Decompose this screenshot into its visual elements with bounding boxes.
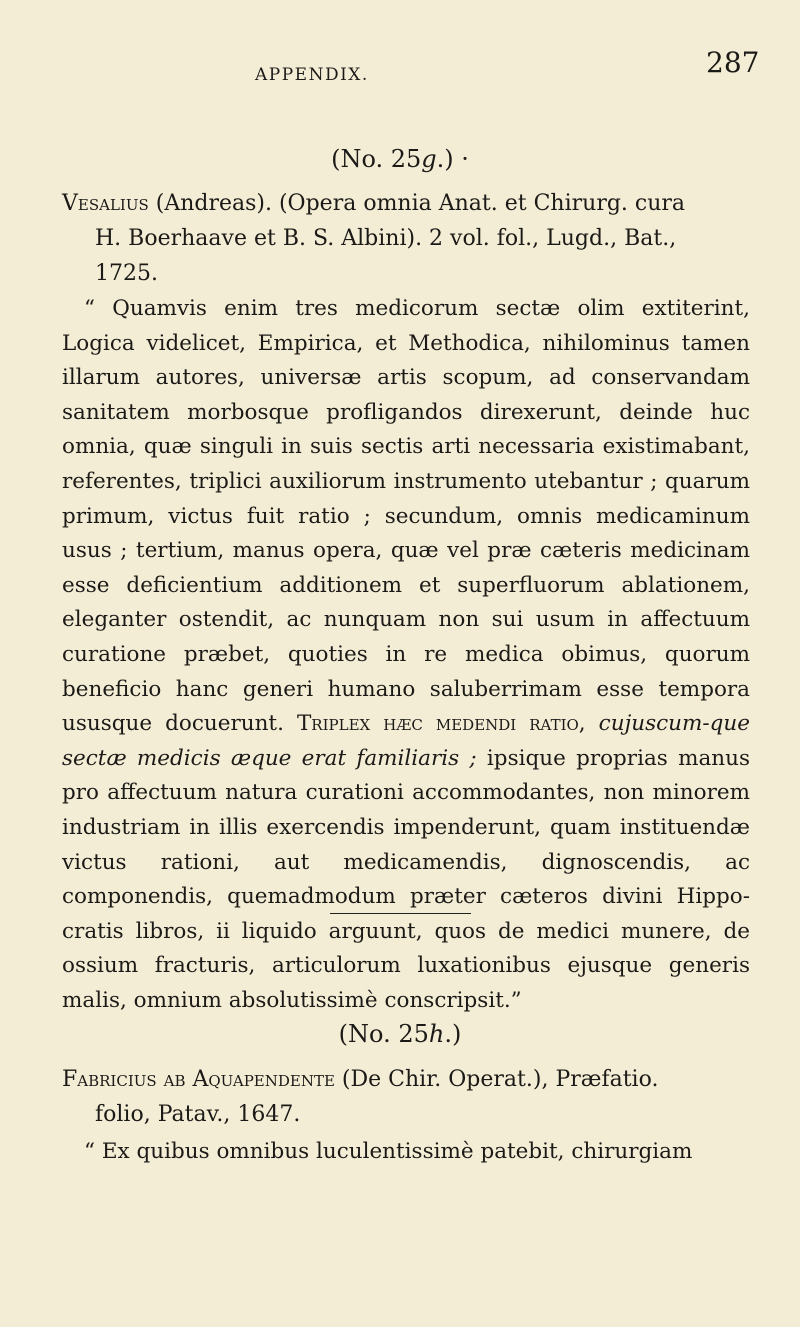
entry-number-close: .) (436, 145, 454, 173)
entry-number-25g (0, 145, 800, 173)
citation-fabricius-line-2: folio, Patav., 1647. (95, 1102, 301, 1127)
page-number: 287 (706, 46, 760, 79)
citation-text: (Andreas). (Opera omnia Anat. et Chirurg. cura (148, 191, 686, 216)
quotation-fabricius: “ Ex quibus omnibus luculentissimè patebit, chirurgiam (84, 1139, 693, 1164)
citation-text: (De Chir. Operat.), Præfatio. (334, 1067, 659, 1092)
citation-vesalius-line-2: H. Boerhaave et B. S. Albini). 2 vol. fol., Lugd., Bat., (95, 226, 677, 251)
quote-smallcaps: Triplex hæc medendi ratio, (296, 711, 586, 737)
entry-number-letter: h (428, 1020, 445, 1048)
entry-number-25h (0, 1020, 800, 1048)
citation-author: Vesalius (62, 191, 149, 216)
entry-number-close: .) (444, 1020, 462, 1048)
citation-fabricius-line-1 (62, 1062, 762, 1097)
quote-italic: cujuscum-que sectæ medicis æque erat familiaris ; (62, 711, 750, 771)
entry-number-prefix: (No. 25 (331, 145, 422, 173)
entry-marker: · (461, 145, 469, 173)
citation-author: Fabricius ab Aquapendente (62, 1067, 335, 1092)
citation-vesalius-line-1 (62, 186, 742, 221)
section-divider (330, 913, 471, 914)
running-head: APPENDIX. (255, 65, 369, 85)
quote-text-1: “ Quamvis enim tres medicorum sectæ olim extiterint, Logica videlicet, Empirica, et Methodica, nihilominus tamen illarum autores, universæ artis scopum, ad conservandam sanitatem morbosque profligandos direxerunt, deinde huc omnia, quæ singuli in suis sectis arti necessaria existimabant, referentes, triplici auxiliorum instrumento utebantur ; quarum primum, victus fuit ratio ; secundum, omnis medicaminum usus ; tertium, manus opera, quæ vel præ cæteris medicinam esse deficientium additionem et superfluorum ablationem, eleganter ostendit, ac nunquam non sui usum in affectuum curatione præbet, quoties in re medica obimus, quorum beneficio hanc generi humano saluberrimam esse tempora ususque docuerunt. (62, 296, 750, 737)
entry-number-prefix: (No. 25 (338, 1020, 429, 1048)
entry-number-letter: g (421, 145, 437, 173)
quotation-vesalius (62, 292, 750, 1018)
quote-text-2: ipsique proprias manus pro affectuum natura curationi accommodantes, non minorem industriam in illis exercendis impenderunt, quam instituendæ victus rationi, aut medicamendis, dignoscendis, ac componendis, quemadmodum præter cæteros divini Hippo-cratis libros, ii liquido arguunt, quos de medici munere, de ossium fracturis, articulorum luxationibus ejusque generis malis, omnium absolutissimè conscripsit.” (62, 745, 751, 1013)
citation-vesalius-line-3: 1725. (95, 261, 158, 286)
